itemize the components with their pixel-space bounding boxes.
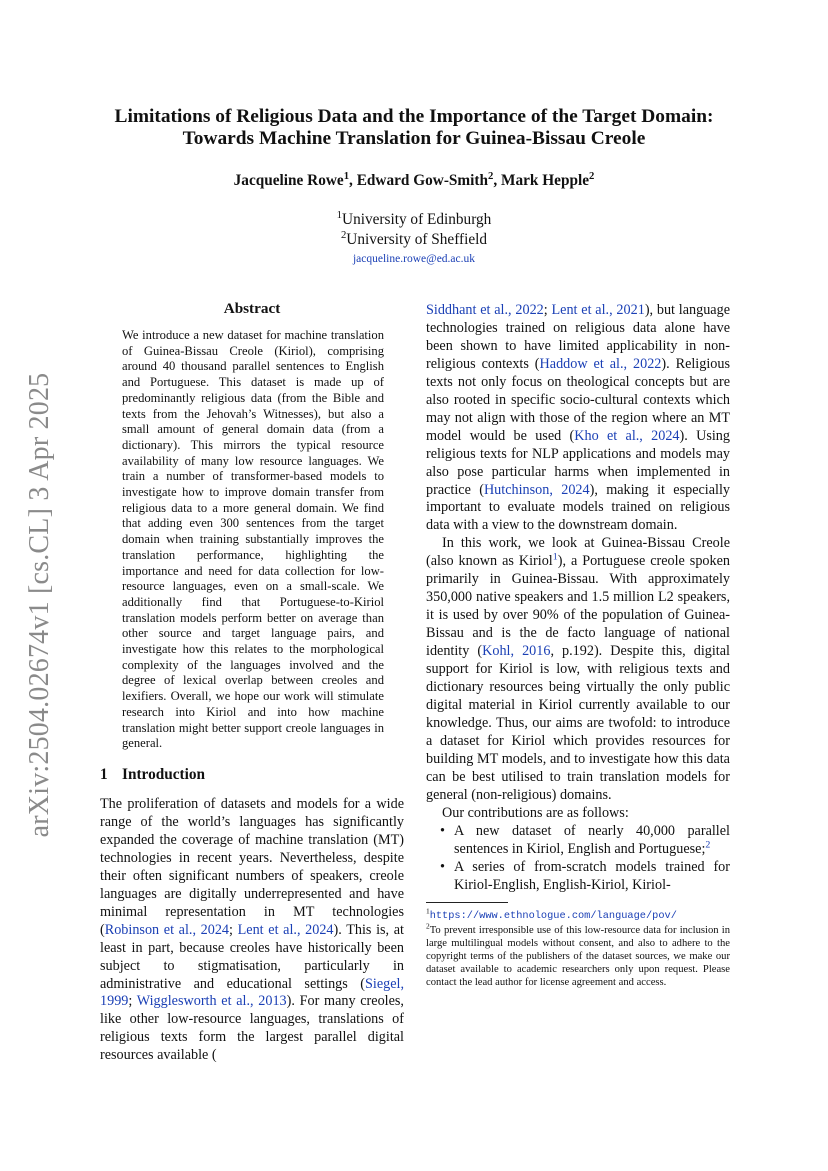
citation-link[interactable]: Kho et al., 2024	[574, 427, 680, 444]
author-list: Jacqueline Rowe$^1$, Edward Gow-Smith$^2$, Mark Hepple$^2$	[233, 169, 595, 189]
footnote-mark: 2	[426, 921, 430, 931]
citation-link[interactable]: Robinson et al., 2024	[104, 921, 230, 938]
abstract-text: We introduce a new dataset for machine translation of Guinea-Bissau Creole (Kiriol), comprising around 40 thousand parallel sentences to English and Portuguese. This dataset is made up of predominantly religious data (from the Bible and texts from the Jehovah’s Witnesses), but also a small amount of general domain data (from a dictionary). This mirrors the typical resource availability of many low resource languages. We train a number of transformer-based models to investigate how to improve domain transfer from religious data to a more general domain. We find that adding even 300 sentences from the target domain when training substantially improves the translation performance, highlighting the importance and need for data collection for low-resource languages, even on a small-scale. We additionally find that Portuguese-to-Kiriol translation models perform better on average than other source and target language pairs, and investigate how this relates to the morphological complexity of the languages involved and the degree of lexical overlap between creoles and lexifiers. Overall, we hope our work will stimulate research into Kiriol and into how machine translation might better support creole languages in general.	[122, 328, 384, 751]
right-column	[426, 302, 730, 989]
footnote-url-link[interactable]: https://www.ethnologue.com/language/pov/	[429, 910, 677, 923]
paragraph-text: ). Religious texts not only focus on theological concepts but are also rooted in specific socio-cultural contexts which may not align with those of the region where an MT model would be used (	[426, 355, 730, 444]
author-name: Jacqueline Rowe	[233, 172, 344, 189]
list-item	[438, 859, 730, 895]
intro-paragraph-2	[426, 535, 730, 804]
paragraph-text: ). This is, at least in part, because creoles have historically been subject to stigmatisation, particularly in administrative and educational settings (	[100, 921, 404, 992]
citation-link[interactable]: Siegel, 1999	[100, 975, 404, 1010]
author-name: Edward Gow-Smith	[356, 172, 489, 189]
intro-paragraph-3: Our contributions are as follows:	[442, 804, 629, 821]
list-item-text: A new dataset of nearly 40,000 parallel sentences in Kiriol, English and Portuguese;	[454, 822, 730, 857]
footnote-mark: 1	[426, 906, 430, 916]
citation-link[interactable]: Lent et al., 2021	[551, 302, 645, 318]
section-heading-introduction	[100, 766, 404, 784]
affiliation	[80, 228, 748, 249]
affiliation-name: University of Edinburgh	[342, 211, 492, 228]
list-item-text: A series of from-scratch models trained for Kiriol-English, English-Kiriol, Kiriol-	[454, 858, 730, 893]
citation-link[interactable]: Wigglesworth et al., 2013	[136, 993, 287, 1010]
bullet-icon: •	[440, 858, 445, 875]
author-affiliation-mark: 2	[589, 169, 595, 182]
citation-link[interactable]: Kohl, 2016	[482, 643, 551, 660]
footnote-2	[426, 921, 730, 989]
footnote-marker[interactable]: 1	[552, 551, 558, 563]
footnote-divider	[426, 902, 508, 903]
author-affiliation-mark: 1	[343, 169, 350, 182]
intro-paragraph-1-continued	[426, 302, 730, 535]
title-line-1: Limitations of Religious Data and the Importance of the Target Domain:	[114, 106, 714, 127]
left-column	[100, 300, 404, 1065]
footnote-1	[426, 906, 730, 923]
paper-title	[80, 106, 748, 150]
affiliation	[80, 208, 748, 229]
paragraph-text: ). Using religious texts for NLP applications and models may also pose particular harms when implemented in practice (	[426, 427, 730, 498]
section-number: 1	[100, 765, 108, 783]
bullet-icon: •	[440, 822, 445, 839]
intro-paragraph-1	[100, 796, 404, 1065]
affiliation-mark: 2	[340, 228, 347, 241]
author-affiliation-mark: 2	[488, 169, 494, 182]
affiliation-mark: 1	[336, 208, 343, 221]
paragraph-text: ), a Portuguese creole spoken primarily in Guinea-Bissau. With approximately 350,000 native speakers and 1.5 million L2 speakers, it is used by over 90% of the population of Guinea-Bissau and is the de facto language of national identity (	[426, 553, 730, 660]
footnote-marker[interactable]: 2	[705, 838, 711, 850]
list-item	[438, 823, 730, 859]
paragraph-text: The proliferation of datasets and models for a wide range of the world’s languages has significantly expanded the coverage of machine translation (MT) technologies in recent years. Nevertheless, despite their often significant numbers of speakers, creole languages are digitally underrepresented and have minimal representation in MT technologies (	[100, 795, 404, 938]
paragraph-text: ), but language technologies trained on religious data alone have been shown to have limited applicability in non-religious contexts (	[426, 302, 730, 372]
paragraph-text: ). For many creoles, like other low-resource languages, translations of religious texts form the largest parallel digital resources available (	[100, 993, 404, 1064]
citation-link[interactable]: Haddow et al., 2022	[539, 355, 662, 372]
paragraph-text: In this work, we look at Guinea-Bissau Creole (also known as Kiriol	[426, 535, 730, 570]
paragraph-text: ;	[229, 921, 238, 938]
abstract-heading: Abstract	[223, 300, 281, 317]
section-title: Introduction	[122, 765, 206, 783]
title-line-2: Towards Machine Translation for Guinea-Bissau Creole	[182, 128, 646, 149]
paragraph-text: ), making it especially important to evaluate models trained on religious data with a view to the downstream domain.	[426, 481, 730, 534]
contact-email-link[interactable]: jacqueline.rowe@ed.ac.uk	[352, 253, 476, 265]
affiliation-name: University of Sheffield	[346, 231, 488, 248]
author-name: Mark Hepple	[501, 172, 589, 189]
footnote-text: To prevent irresponsible use of this low-resource data for inclusion in large multilingual models without consent, and also to adhere to the copyright terms of the publishers of the dataset sources, we make our dataset available to academic researchers only upon request. Please contact the lead author for license agreement and access.	[426, 924, 730, 988]
contribution-list	[426, 823, 730, 895]
citation-link[interactable]: Siddhant et al., 2022	[426, 302, 544, 318]
paragraph-text: ;	[128, 993, 137, 1010]
citation-link[interactable]: Lent et al., 2024	[237, 921, 334, 938]
paragraph-text: , p.192). Despite this, digital support for Kiriol is low, with religious texts and dictionary resources being virtually the only public digital material in Kiriol currently available to our knowledge. Thus, our aims are twofold: to introduce a dataset for Kiriol which provides resources for building MT models, and to investigate how this data can be best utilised to train translation models for general (non-religious) domains.	[426, 643, 730, 803]
citation-link[interactable]: Hutchinson, 2024	[483, 481, 590, 498]
paragraph-text: ;	[543, 302, 552, 318]
arxiv-identifier: arXiv:2504.02674v1 [cs.CL] 3 Apr 2025	[24, 372, 55, 838]
